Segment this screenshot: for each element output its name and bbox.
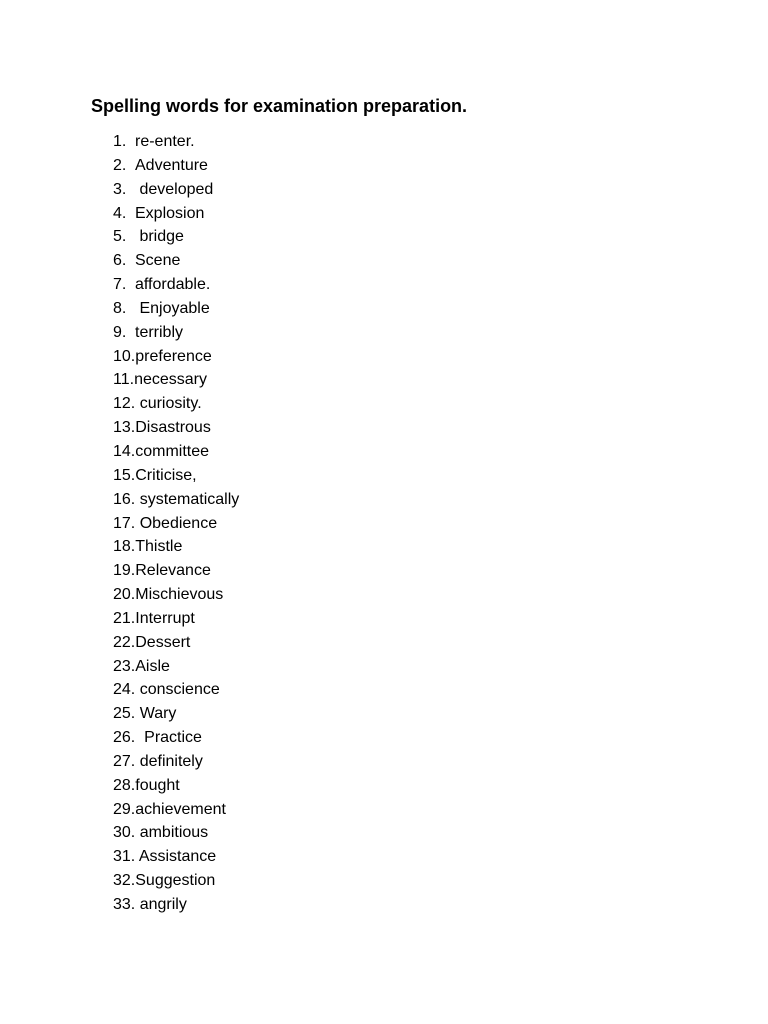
list-item [113, 821, 239, 845]
list-item [113, 512, 239, 536]
list-item-word: fought [135, 776, 180, 794]
list-item [113, 440, 239, 464]
list-item-number: 32. [113, 872, 136, 890]
list-item-word: Adventure [135, 156, 208, 174]
list-item [113, 392, 239, 416]
list-item-number: 2. [113, 156, 127, 174]
list-item [113, 726, 239, 750]
list-item-word: committee [135, 442, 210, 460]
list-item-word: Obedience [135, 514, 218, 532]
list-item-word: Practice [135, 729, 202, 747]
list-item-number: 3. [113, 180, 127, 198]
list-item-number: 5. [113, 228, 127, 246]
list-item-number: 22. [113, 633, 136, 651]
list-item-word: Scene [135, 252, 181, 270]
list-item-number: 9. [113, 323, 127, 341]
list-item [113, 535, 239, 559]
list-item-word: developed [135, 180, 214, 198]
list-item-number: 31. [113, 848, 136, 866]
list-item [113, 655, 239, 679]
list-item [113, 225, 239, 249]
list-item-number: 18. [113, 538, 136, 556]
list-item-number: 19. [113, 562, 136, 580]
list-item-number: 6. [113, 252, 127, 270]
list-item [113, 583, 239, 607]
list-item [113, 845, 239, 869]
list-item-number: 20. [113, 586, 136, 604]
list-item-word: Aisle [135, 657, 170, 675]
list-item [113, 345, 239, 369]
list-item [113, 869, 239, 893]
list-item [113, 273, 239, 297]
list-item-word: necessary [134, 371, 207, 389]
list-item-word: Criticise, [135, 466, 197, 484]
list-item [113, 416, 239, 440]
spelling-word-list [113, 130, 239, 917]
list-item-word: Enjoyable [135, 299, 210, 317]
list-item-word: Explosion [135, 204, 205, 222]
list-item [113, 559, 239, 583]
list-item [113, 321, 239, 345]
list-item-word: Thistle [135, 538, 183, 556]
list-item-number: 1. [113, 133, 127, 150]
list-item [113, 774, 239, 798]
list-item [113, 202, 239, 226]
list-item [113, 798, 239, 822]
list-item-word: curiosity. [135, 395, 202, 413]
list-item-number: 23. [113, 657, 136, 675]
list-item [113, 750, 239, 774]
list-item-word: Disastrous [135, 419, 211, 437]
list-item-number: 4. [113, 204, 127, 222]
list-item-number: 10. [113, 347, 136, 365]
list-item [113, 154, 239, 178]
list-item-word: affordable. [135, 276, 211, 294]
list-item [113, 488, 239, 512]
list-item-number: 17. [113, 514, 136, 532]
list-item-word: angrily [135, 896, 187, 913]
list-item-word: re-enter. [135, 133, 195, 150]
list-item-word: Interrupt [135, 609, 195, 627]
list-item-word: Dessert [135, 633, 191, 651]
list-item-number: 11. [113, 371, 135, 389]
list-item-number: 29. [113, 800, 136, 818]
list-item-word: bridge [135, 228, 184, 246]
list-item-number: 30. [113, 824, 136, 842]
list-item-word: Suggestion [135, 872, 216, 890]
list-item [113, 249, 239, 273]
list-item-number: 27. [113, 752, 136, 770]
list-item-word: conscience [135, 681, 220, 699]
list-item-word: Relevance [135, 562, 211, 580]
list-item-number: 28. [113, 776, 136, 794]
list-item [113, 607, 239, 631]
list-item-number: 33. [113, 896, 136, 913]
list-item-word: achievement [135, 800, 226, 818]
list-item-word: Assistance [135, 848, 217, 866]
list-item-word: definitely [135, 752, 203, 770]
list-item [113, 631, 239, 655]
list-item [113, 464, 239, 488]
list-item-number: 25. [113, 705, 136, 723]
list-item-number: 14. [113, 442, 136, 460]
list-item-number: 24. [113, 681, 136, 699]
list-item-number: 13. [113, 419, 136, 437]
list-item [113, 678, 239, 702]
list-item [113, 702, 239, 726]
list-item [113, 893, 239, 917]
list-item-word: systematically [135, 490, 240, 508]
list-item-word: terribly [135, 323, 184, 341]
list-item-word: ambitious [135, 824, 209, 842]
list-item-word: Mischievous [135, 586, 224, 604]
list-item-word: Wary [135, 705, 177, 723]
list-item-number: 15. [113, 466, 136, 484]
list-item-number: 16. [113, 490, 136, 508]
list-item [113, 178, 239, 202]
list-item-number: 26. [113, 729, 136, 747]
list-item-number: 21. [113, 609, 136, 627]
list-item-number: 8. [113, 299, 127, 317]
document-title: Spelling words for examination preparation. [91, 96, 468, 116]
list-item [113, 368, 239, 392]
list-item-number: 12. [113, 395, 136, 413]
list-item-word: preference [135, 347, 212, 365]
list-item [113, 297, 239, 321]
list-item-number: 7. [113, 276, 127, 294]
list-item [113, 130, 239, 154]
